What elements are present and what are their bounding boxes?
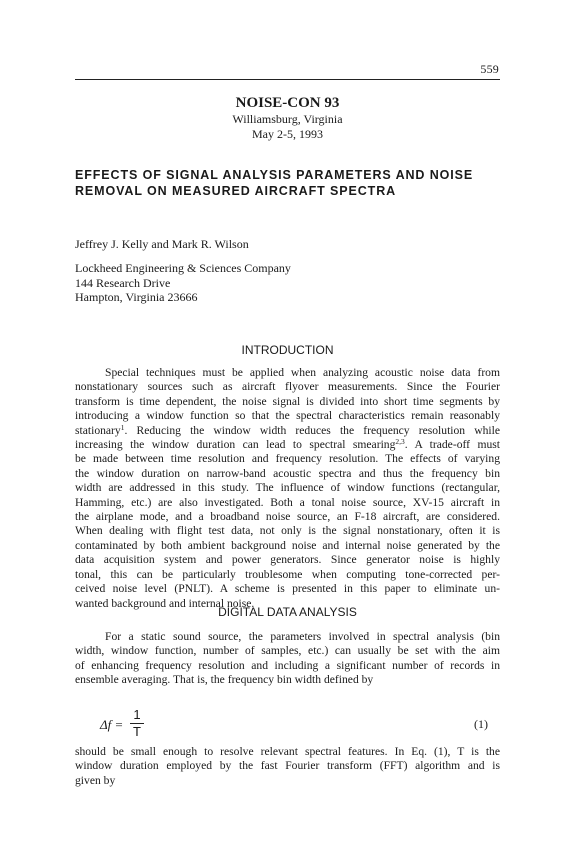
text-line: ensemble averaging. That is, the frequency bin width defined by [75, 673, 374, 687]
header-rule [75, 79, 500, 80]
text-line: introducing a window function so that the spectral characteristics remain reasonably [75, 409, 500, 423]
text-line: Hamming, etc.) are also investigated. Both a tonal noise source, XV-15 aircraft in [75, 495, 500, 509]
text-line: data acquisition system and power generators. Since generator noise is highly [75, 553, 500, 567]
conference-name: NOISE-CON 93 [235, 95, 340, 111]
equation-1 [100, 708, 500, 740]
introduction-paragraph [75, 366, 500, 611]
digital-data-analysis-paragraph [75, 630, 500, 688]
text-line: width, window function, number of samples, etc.) can usually be set with the aim [75, 644, 500, 658]
text-line: ceived noise level (PNLT). A scheme is presented in this paper to eliminate un- [75, 582, 500, 596]
line-text: . A trade-off must [404, 438, 500, 452]
text-line: tonal, this can be particularly troublesome when computing tone-corrected per- [75, 567, 500, 581]
line-text: stationary [75, 423, 121, 437]
citation-superscript: 1 [120, 423, 125, 432]
affiliation-organization: Lockheed Engineering & Sciences Company [75, 261, 291, 275]
text-line: of enhancing frequency resolution and including a significant number of records in [75, 658, 500, 672]
text-line: given by [75, 773, 116, 787]
text-line: be made between time resolution and frequency resolution. The effects of varying [75, 452, 500, 466]
equation-fraction [130, 708, 144, 739]
text-line: Special techniques must be applied when analyzing acoustic noise data from [105, 366, 500, 379]
text-line: width are addressed in this study. The influence of window functions (rectangular, [75, 481, 500, 495]
paper-title [75, 167, 500, 199]
post-equation-paragraph [75, 745, 500, 788]
page-number: 559 [480, 62, 499, 76]
equation-lhs: Δf = [100, 717, 124, 732]
text-line: wanted background and internal noise. [75, 596, 255, 610]
citation-superscript: 2,3 [395, 438, 405, 447]
text-line: nonstationary sources such as aircraft flyover measurements. Since the Fourier [75, 380, 500, 394]
section-heading-digital-data-analysis: DIGITAL DATA ANALYSIS [218, 605, 357, 619]
affiliation [75, 261, 500, 305]
line-text: increasing the window duration can lead to spectral smearing [75, 438, 396, 452]
section-heading-introduction: INTRODUCTION [241, 343, 334, 357]
conference-location: Williamsburg, Virginia [232, 112, 343, 126]
text-line: contaminated by both ambient background noise and internal noise generated by the [75, 538, 500, 552]
text-line: the airplane mode, and a broadband noise source, an F-18 aircraft, are considered. [75, 510, 500, 524]
text-line-with-citation [75, 424, 500, 438]
equation-denominator: T [133, 724, 141, 739]
paper-title-line: EFFECTS OF SIGNAL ANALYSIS PARAMETERS AND NOISE [75, 168, 474, 182]
text-line: window duration employed by the fast Fourier transform (FFT) algorithm and is [75, 759, 500, 773]
text-line: For a static sound source, the parameters involved in spectral analysis (bin [105, 630, 500, 643]
affiliation-street: 144 Research Drive [75, 275, 171, 290]
line-text: . Reducing the window width reduces the frequency resolution while [124, 423, 500, 437]
text-line: When dealing with flight test data, not only is the signal nonstationary, often it is [75, 524, 500, 538]
conference-block [75, 94, 500, 142]
text-line: should be small enough to resolve relevant spectral features. In Eq. (1), T is the [75, 745, 500, 758]
conference-dates: May 2-5, 1993 [252, 127, 323, 141]
text-line-with-citation [75, 438, 500, 452]
paper-title-line: REMOVAL ON MEASURED AIRCRAFT SPECTRA [75, 184, 397, 198]
affiliation-city: Hampton, Virginia 23666 [75, 290, 198, 304]
text-line: transform is time dependent, the noise signal is divided into short time segments by [75, 394, 500, 408]
authors: Jeffrey J. Kelly and Mark R. Wilson [75, 237, 249, 251]
equation-number: (1) [474, 717, 488, 731]
equation-numerator: 1 [133, 707, 141, 722]
text-line: the window duration on narrow-band acoustic spectra and thus the frequency bin [75, 466, 500, 480]
